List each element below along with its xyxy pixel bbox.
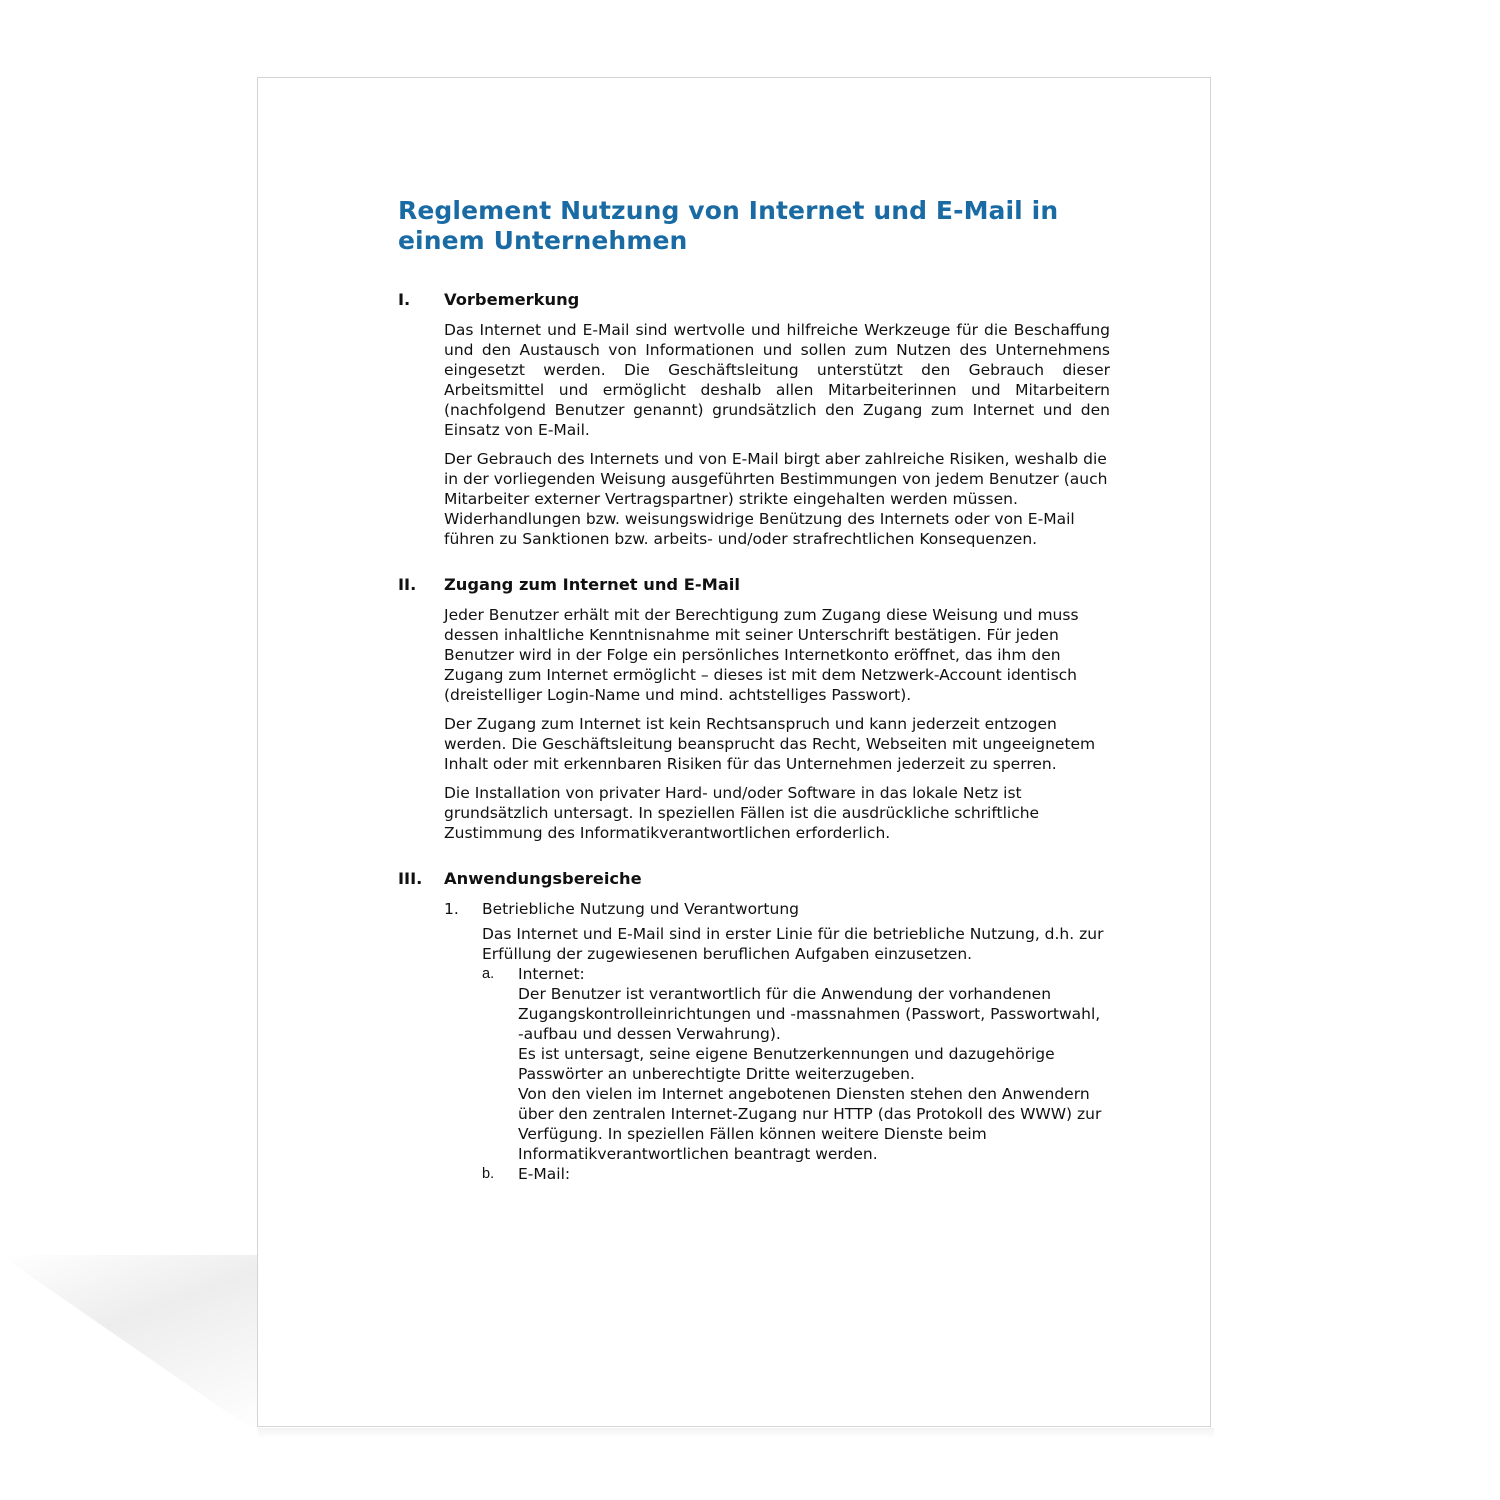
list-item-intro: Das Internet und E-Mail sind in erster Linie für die betriebliche Nutzung, d.h. zur Erfüllung der zugewiesenen beruflichen Aufgaben einzusetzen. [482, 925, 1104, 963]
document-content [398, 196, 1110, 1210]
section-number: III. [398, 869, 423, 888]
document-page [257, 77, 1211, 1427]
section-zugang [398, 575, 1110, 843]
numbered-list [444, 899, 1110, 1184]
section-title: Anwendungsbereiche [444, 869, 642, 888]
sub-item-title: E-Mail: [518, 1165, 571, 1183]
list-item-number: 1. [444, 900, 459, 918]
section-title: Vorbemerkung [444, 290, 580, 309]
sub-item-email [482, 1164, 1110, 1184]
paragraph: Der Gebrauch des Internets und von E-Mail birgt aber zahlreiche Risiken, weshalb die in der vorliegenden Weisung ausgeführten Bestimmungen von jedem Benutzer (auch Mitarbeiter externer Vertragspartner) strikte eingehalten werden müssen. Widerhandlungen bzw. weisungswidrige Benützung des Internets oder von E-Mail führen zu Sanktionen bzw. arbeits- und/oder strafrechtlichen Konsequenzen. [444, 450, 1108, 548]
sub-item-text [518, 964, 1110, 1164]
section-vorbemerkung [398, 290, 1110, 549]
sub-item-letter: a. [482, 966, 495, 982]
section-title: Zugang zum Internet und E-Mail [444, 575, 740, 594]
document-title: Reglement Nutzung von Internet und E-Mail in einem Unternehmen [398, 196, 1059, 255]
page-shadow [0, 1255, 260, 1435]
sub-item-internet [482, 964, 1110, 1164]
sub-item-line: Der Benutzer ist verantwortlich für die Anwendung der vorhandenen Zugangskontrolleinrichtungen und -massnahmen (Passwort, Passwortwahl, -aufbau und dessen Verwahrung). [518, 985, 1101, 1043]
list-item-title: Betriebliche Nutzung und Verantwortung [482, 900, 799, 918]
sub-item-title: Internet: [518, 965, 585, 983]
section-heading [398, 575, 1110, 595]
section-anwendungsbereiche [398, 869, 1110, 1184]
paragraph: Das Internet und E-Mail sind wertvolle und hilfreiche Werkzeuge für die Beschaffung und den Austausch von Informationen und sollen zum Nutzen des Unternehmens eingesetzt werden. Die Geschäftsleitung unterstützt den Gebrauch dieser Arbeitsmittel und ermöglicht deshalb allen Mitarbeiterinnen und Mitarbeitern (nachfolgend Benutzer genannt) grundsätzlich den Zugang zum Internet und den Einsatz von E-Mail. [444, 321, 1110, 439]
section-number: II. [398, 575, 417, 594]
paragraph: Jeder Benutzer erhält mit der Berechtigung zum Zugang diese Weisung und muss dessen inhaltliche Kenntnisnahme mit seiner Unterschrift bestätigen. Für jeden Benutzer wird in der Folge ein persönliches Internetkonto eröffnet, das ihm den Zugang zum Internet ermöglicht – dieses ist mit dem Netzwerk-Account identisch (dreistelliger Login-Name und mind. achtstelliges Passwort). [444, 606, 1079, 704]
section-number: I. [398, 290, 411, 309]
sub-item-letter: b. [482, 1166, 495, 1182]
section-heading [398, 869, 1110, 889]
paragraph: Die Installation von privater Hard- und/oder Software in das lokale Netz ist grundsätzlich untersagt. In speziellen Fällen ist die ausdrückliche schriftliche Zustimmung des Informatikverantwortlichen erforderlich. [444, 784, 1040, 842]
page-shadow-bottom [258, 1428, 1214, 1438]
paragraph: Der Zugang zum Internet ist kein Rechtsanspruch und kann jederzeit entzogen werden. Die Geschäftsleitung beansprucht das Recht, Webseiten mit ungeeignetem Inhalt oder mit erkennbaren Risiken für das Unternehmen jederzeit zu sperren. [444, 715, 1096, 773]
sub-item-line: Es ist untersagt, seine eigene Benutzerkennungen und dazugehörige Passwörter an unberechtigte Dritte weiterzugeben. [518, 1045, 1055, 1083]
section-heading [398, 290, 1110, 310]
list-item-body [482, 924, 1110, 1184]
sub-item-text [518, 1164, 570, 1184]
sub-item-line: Von den vielen im Internet angebotenen Diensten stehen den Anwendern über den zentralen Internet-Zugang nur HTTP (das Protokoll des WWW) zur Verfügung. In speziellen Fällen können weitere Dienste beim Informatikverantwortlichen beantragt werden. [518, 1085, 1102, 1163]
list-item-heading [444, 899, 1110, 919]
